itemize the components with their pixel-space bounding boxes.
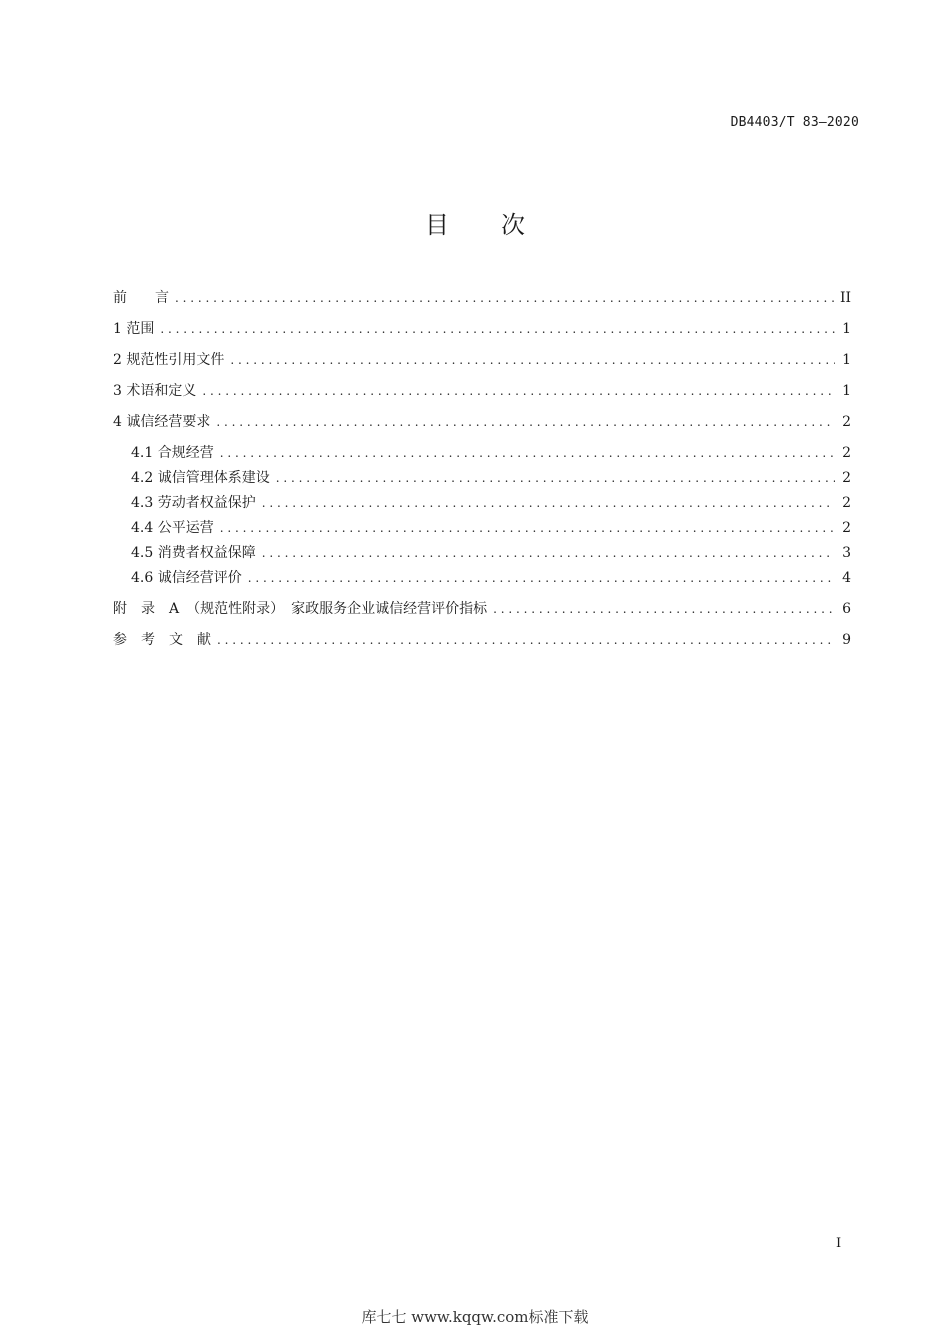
toc-label: 4 诚信经营要求 bbox=[113, 414, 211, 430]
page-number: I bbox=[836, 1236, 842, 1251]
toc-leader bbox=[493, 599, 835, 619]
title-char-1: 目 bbox=[425, 211, 449, 239]
toc-leader bbox=[175, 288, 834, 308]
toc-leader bbox=[262, 493, 835, 513]
toc-page: 1 bbox=[842, 321, 851, 337]
toc-page: 3 bbox=[842, 545, 851, 561]
toc-page: 2 bbox=[842, 414, 851, 430]
toc-page: 4 bbox=[842, 570, 851, 586]
toc-label: 前 言 bbox=[113, 290, 169, 306]
toc-leader bbox=[220, 443, 835, 463]
toc-label: 4.3 劳动者权益保护 bbox=[131, 495, 256, 511]
toc-page: 1 bbox=[842, 352, 851, 368]
toc-page: 2 bbox=[842, 470, 851, 486]
toc-page: 9 bbox=[842, 632, 851, 648]
toc-entry-normative-references[interactable] bbox=[113, 350, 851, 370]
toc-entry-foreword[interactable] bbox=[113, 288, 851, 308]
toc-label: 4.5 消费者权益保障 bbox=[131, 545, 256, 561]
toc-label: 参 考 文 献 bbox=[113, 632, 211, 648]
toc-page: 1 bbox=[842, 383, 851, 399]
toc-label: 4.2 诚信管理体系建设 bbox=[131, 470, 270, 486]
page-title bbox=[0, 205, 950, 240]
toc-entry-4-2[interactable] bbox=[131, 468, 851, 488]
toc-label: 4.4 公平运营 bbox=[131, 520, 214, 536]
toc-leader bbox=[248, 568, 835, 588]
toc-page: 2 bbox=[842, 520, 851, 536]
toc-leader bbox=[217, 630, 835, 650]
toc-entry-4-4[interactable] bbox=[131, 518, 851, 538]
toc-entry-scope[interactable] bbox=[113, 319, 851, 339]
toc-entry-appendix-a[interactable] bbox=[113, 599, 851, 619]
toc-leader bbox=[262, 543, 835, 563]
toc-entry-requirements[interactable] bbox=[113, 412, 851, 432]
toc-page: II bbox=[839, 290, 851, 306]
toc-entry-4-1[interactable] bbox=[131, 443, 851, 463]
toc-leader bbox=[230, 350, 835, 370]
toc-entry-4-6[interactable] bbox=[131, 568, 851, 588]
title-char-2: 次 bbox=[501, 211, 525, 239]
toc-leader bbox=[220, 518, 835, 538]
toc-label: 3 术语和定义 bbox=[113, 383, 197, 399]
toc-page: 6 bbox=[842, 601, 851, 617]
toc-page: 2 bbox=[842, 445, 851, 461]
toc-entry-4-3[interactable] bbox=[131, 493, 851, 513]
toc-page: 2 bbox=[842, 495, 851, 511]
toc-entry-4-5[interactable] bbox=[131, 543, 851, 563]
toc-leader bbox=[202, 381, 835, 401]
toc-entry-bibliography[interactable] bbox=[113, 630, 851, 650]
toc-leader bbox=[276, 468, 835, 488]
toc-label: 附 录 A （规范性附录） 家政服务企业诚信经营评价指标 bbox=[113, 601, 488, 617]
toc-leader bbox=[216, 412, 835, 432]
standard-code: DB4403/T 83—2020 bbox=[730, 115, 859, 130]
toc-label: 4.1 合规经营 bbox=[131, 445, 214, 461]
toc-leader bbox=[160, 319, 835, 339]
toc-entry-terms[interactable] bbox=[113, 381, 851, 401]
watermark-text: 库七七 www.kqqw.com标准下载 bbox=[361, 1308, 589, 1326]
toc-label: 2 规范性引用文件 bbox=[113, 352, 225, 368]
toc-label: 1 范围 bbox=[113, 321, 155, 337]
toc-label: 4.6 诚信经营评价 bbox=[131, 570, 242, 586]
